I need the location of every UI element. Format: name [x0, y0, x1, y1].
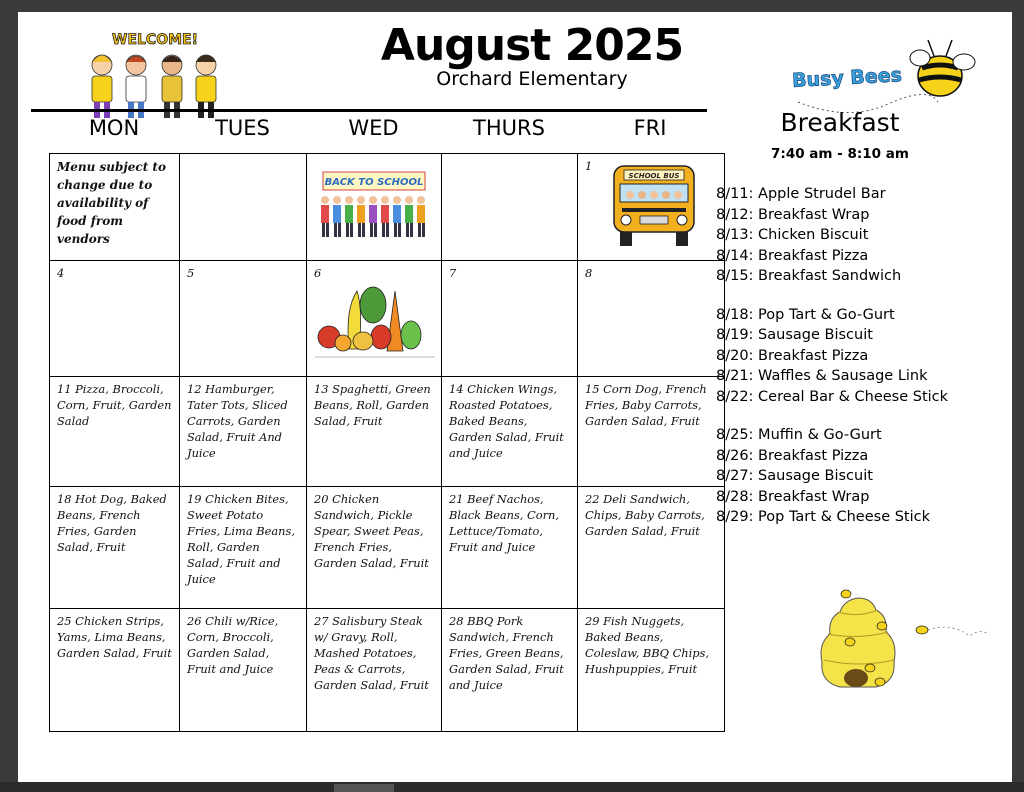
viewer-bottom-bar: [0, 782, 1024, 792]
breakfast-item: 8/22: Cereal Bar & Cheese Stick: [716, 388, 949, 405]
cell-aug-27: 27 Salisbury Steak w/ Gravy, Roll, Mashed Potatoes, Peas & Carrots, Garden Salad, Fruit: [307, 609, 442, 732]
breakfast-item: 8/27: Sausage Biscuit: [716, 468, 873, 484]
cell-note: [50, 154, 180, 261]
cell-aug-8: [578, 261, 725, 377]
calendar-top-rule: [31, 109, 707, 112]
breakfast-item: 8/18: Pop Tart & Go-Gurt: [716, 306, 895, 323]
breakfast-item: 8/26: Breakfast Pizza: [716, 447, 869, 464]
date-number: 5: [187, 266, 195, 280]
cell-empty: [442, 154, 578, 261]
busy-bees-text: Busy Bees: [791, 64, 903, 92]
date-number: 8: [585, 266, 593, 280]
cell-aug-6: [307, 261, 442, 377]
cell-aug-21: 21 Beef Nachos, Black Beans, Corn, Lettuce/Tomato, Fruit and Juice: [442, 487, 578, 609]
bee-icon: [910, 40, 975, 96]
week-row-5: [50, 609, 725, 732]
breakfast-item: 8/15: Breakfast Sandwich: [716, 268, 902, 284]
date-number: 1: [585, 159, 593, 173]
week-row-3: [50, 377, 725, 487]
cell-aug-14: 14 Chicken Wings, Roasted Potatoes, Baked Beans, Garden Salad, Fruit and Juice: [442, 377, 578, 487]
cell-aug-28: 28 BBQ Pork Sandwich, French Fries, Green Beans, Garden Salad, Fruit and Juice: [442, 609, 578, 732]
breakfast-item: 8/13: Chicken Biscuit: [716, 227, 869, 243]
scrollbar-thumb[interactable]: [334, 784, 394, 792]
week-row-2: [50, 261, 725, 377]
cell-aug-19: 19 Chicken Bites, Sweet Potato Fries, Lima Beans, Roll, Garden Salad, Fruit and Juice: [180, 487, 307, 609]
day-header-tues: TUES: [215, 116, 270, 140]
cell-empty: [180, 154, 307, 261]
calendar-grid: [49, 153, 725, 732]
menu-disclaimer: Menu subject to change due to availability of food from vendors: [57, 160, 166, 246]
beehive-clipart: [800, 582, 990, 692]
date-number: 4: [57, 266, 65, 280]
breakfast-item: 8/14: Breakfast Pizza: [716, 247, 869, 264]
school-name: Orchard Elementary: [436, 68, 628, 90]
school-bus-icon: [610, 162, 698, 250]
cell-aug-7: [442, 261, 578, 377]
breakfast-time: 7:40 am - 8:10 am: [771, 146, 909, 162]
breakfast-item: 8/20: Breakfast Pizza: [716, 347, 869, 364]
cell-aug-15: 15 Corn Dog, French Fries, Baby Carrots, Garden Salad, Fruit: [578, 377, 725, 487]
week-row-1: [50, 154, 725, 261]
breakfast-list: [716, 184, 986, 546]
cell-aug-4: [50, 261, 180, 377]
cell-aug-1: [578, 154, 725, 261]
page-title: August 2025: [380, 20, 684, 71]
cell-aug-22: 22 Deli Sandwich, Chips, Baby Carrots, Garden Salad, Fruit: [578, 487, 725, 609]
breakfast-item: 8/12: Breakfast Wrap: [716, 206, 870, 223]
cell-aug-18: 18 Hot Dog, Baked Beans, French Fries, Garden Salad, Fruit: [50, 487, 180, 609]
cell-aug-12: 12 Hamburger, Tater Tots, Sliced Carrots, Garden Salad, Fruit And Juice: [180, 377, 307, 487]
breakfast-week-1: [716, 184, 986, 287]
day-header-mon: MON: [88, 116, 140, 140]
bus-sign-text: SCHOOL BUS: [628, 172, 680, 180]
breakfast-week-3: [716, 425, 986, 528]
welcome-sign-text: WELCOME!: [112, 32, 198, 48]
cell-aug-26: 26 Chili w/Rice, Corn, Broccoli, Garden Salad, Fruit and Juice: [180, 609, 307, 732]
cell-back-to-school: [307, 154, 442, 261]
breakfast-item: 8/28: Breakfast Wrap: [716, 488, 870, 505]
cell-aug-11: 11 Pizza, Broccoli, Corn, Fruit, Garden Salad: [50, 377, 180, 487]
day-header-thurs: THURS: [473, 116, 545, 140]
breakfast-item: 8/19: Sausage Biscuit: [716, 327, 873, 343]
breakfast-title: Breakfast: [780, 108, 900, 137]
cell-aug-20: 20 Chicken Sandwich, Pickle Spear, Sweet Peas, French Fries, Garden Salad, Fruit: [307, 487, 442, 609]
week-row-4: [50, 487, 725, 609]
cell-aug-29: 29 Fish Nuggets, Baked Beans, Coleslaw, BBQ Chips, Hushpuppies, Fruit: [578, 609, 725, 732]
breakfast-item: 8/21: Waffles & Sausage Link: [716, 368, 928, 384]
breakfast-item: 8/11: Apple Strudel Bar: [716, 186, 886, 202]
cell-aug-13: 13 Spaghetti, Green Beans, Roll, Garden Salad, Fruit: [307, 377, 442, 487]
date-number: 6: [314, 266, 322, 280]
cell-aug-5: [180, 261, 307, 377]
fruits-vegetables-clipart: [315, 279, 435, 361]
cell-aug-25: 25 Chicken Strips, Yams, Lima Beans, Garden Salad, Fruit: [50, 609, 180, 732]
day-header-fri: FRI: [633, 116, 667, 140]
breakfast-week-2: [716, 305, 986, 408]
back-to-school-clipart: [315, 168, 433, 244]
breakfast-item: 8/25: Muffin & Go-Gurt: [716, 427, 882, 443]
date-number: 7: [449, 266, 457, 280]
breakfast-item: 8/29: Pop Tart & Cheese Stick: [716, 509, 931, 525]
back-to-school-banner: BACK TO SCHOOL: [324, 177, 424, 188]
day-header-wed: WED: [348, 116, 399, 140]
